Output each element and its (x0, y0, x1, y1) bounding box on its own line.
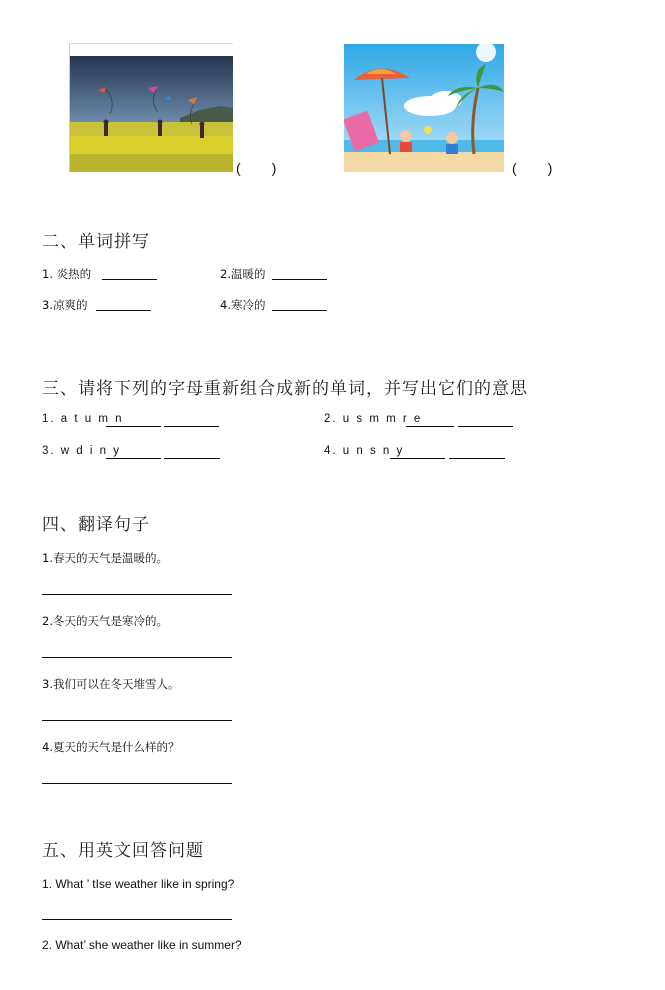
section3-blank-1b[interactable] (164, 426, 219, 427)
section4-answer-line-1[interactable] (42, 594, 232, 595)
section2-blank-2[interactable] (272, 279, 327, 280)
section4-item-2: 2.冬天的天气是寒冷的。 (42, 614, 168, 628)
section3-blank-3a[interactable] (106, 458, 161, 459)
beach-illustration (344, 44, 504, 172)
section3-blank-2b[interactable] (458, 426, 513, 427)
section4-answer-line-3[interactable] (42, 720, 232, 721)
section3-title: 三、请将下列的字母重新组合成新的单词，并写出它们的意思 (42, 379, 528, 399)
section2-blank-1[interactable] (102, 279, 157, 280)
section5-title: 五、用英文回答问题 (42, 841, 204, 861)
section2-title: 二、单词拼写 (42, 232, 150, 252)
kite-field-illustration (70, 44, 233, 172)
section5-item-2: 2. What’ she weather like in summer? (42, 938, 242, 952)
section5-answer-line-1[interactable] (42, 919, 232, 920)
section2-blank-3[interactable] (96, 310, 151, 311)
section2-item-2: 2.温暖的 (220, 267, 266, 281)
section4-item-3: 3.我们可以在冬天堆雪人。 (42, 677, 180, 691)
section3-item-4: 4. u n s n y (324, 445, 405, 457)
section2-item-1: 1. 炎热的 (42, 267, 92, 281)
section3-blank-2a[interactable] (406, 426, 454, 427)
section4-answer-line-4[interactable] (42, 783, 232, 784)
section3-item-3: 3. w d i n y (42, 445, 121, 457)
section2-item-4: 4.寒冷的 (220, 298, 266, 312)
beach-picture (344, 44, 504, 172)
section3-blank-1a[interactable] (106, 426, 161, 427)
section2-blank-4[interactable] (272, 310, 327, 311)
section4-answer-line-2[interactable] (42, 657, 232, 658)
section5-item-1: 1. What ’ tIse weather like in spring? (42, 877, 235, 891)
section4-item-1: 1.春天的天气是温暖的。 (42, 551, 168, 565)
section4-title: 四、翻译句子 (42, 515, 150, 535)
kite-field-picture (69, 43, 233, 172)
section2-item-3: 3.凉爽的 (42, 298, 88, 312)
section3-item-1: 1. a t u m n (42, 413, 124, 425)
right-answer-parentheses[interactable]: ( ) (512, 160, 553, 176)
section3-blank-4b[interactable] (449, 458, 505, 459)
section3-item-2: 2. u s m m r e (324, 413, 423, 425)
left-answer-parentheses[interactable]: ( ) (236, 160, 277, 176)
section3-blank-4a[interactable] (390, 458, 445, 459)
section3-blank-3b[interactable] (164, 458, 220, 459)
section4-item-4: 4.夏天的天气是什么样的？ (42, 740, 180, 754)
